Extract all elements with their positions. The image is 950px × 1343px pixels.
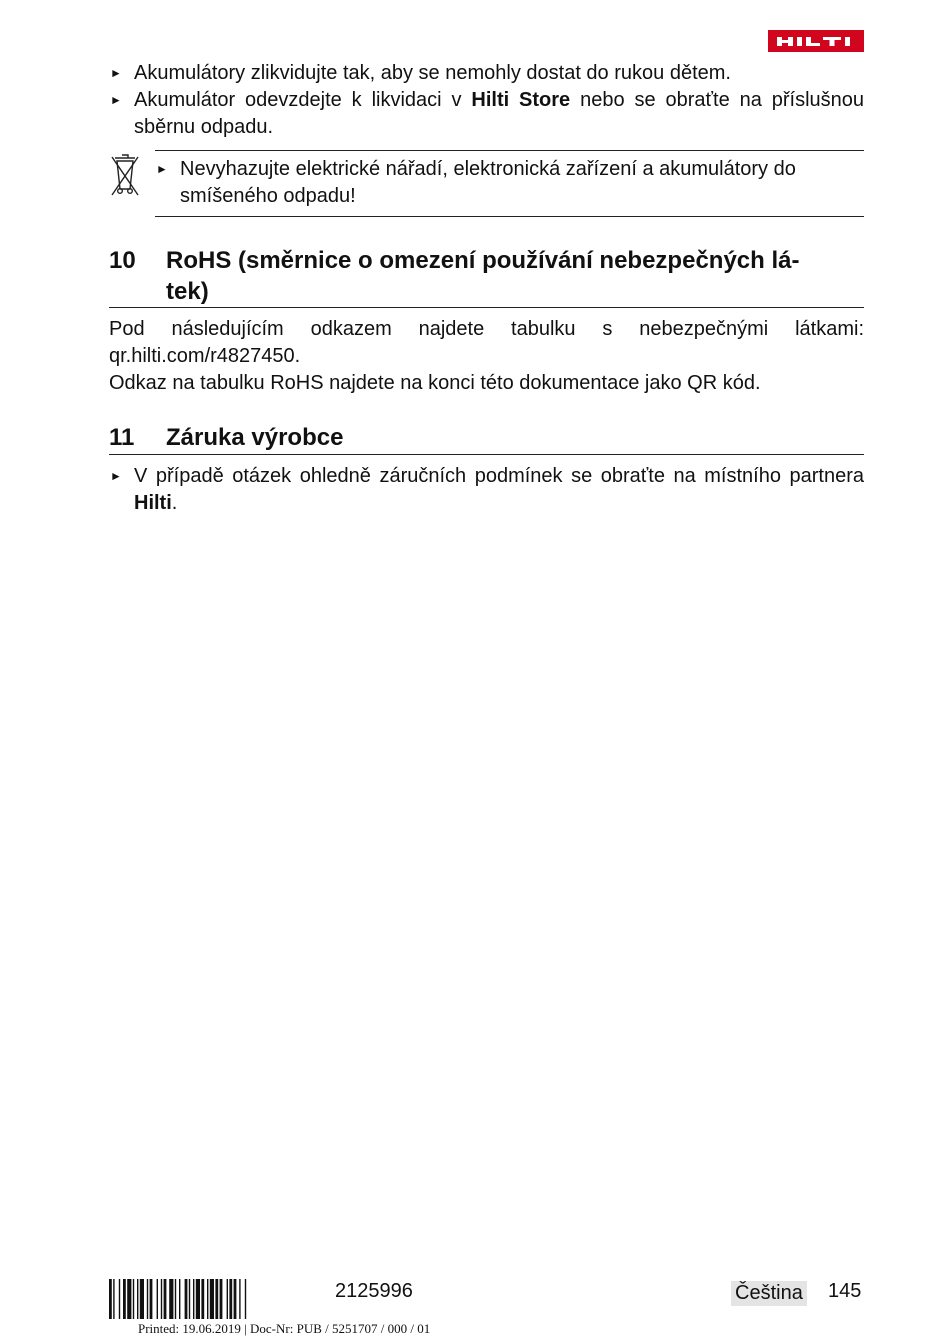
section-rule <box>109 307 864 308</box>
section-number: 10 <box>109 247 136 274</box>
barcode <box>109 1279 314 1319</box>
bullet-arrow-icon: ► <box>156 162 168 176</box>
bullet-arrow-icon: ► <box>110 66 122 80</box>
section-rule <box>109 454 864 455</box>
list-item: Akumulátor odevzdejte k likvidaci v Hilti Store nebo se obraťte na příslušnou sběrnu odpadu. <box>134 89 864 138</box>
warning-top-rule <box>155 150 864 151</box>
bullet-arrow-icon: ► <box>110 469 122 483</box>
bullet-arrow-icon: ► <box>110 93 122 107</box>
print-info: Printed: 19.06.2019 | Doc-Nr: PUB / 5251707 / 000 / 01 <box>138 1321 431 1336</box>
hilti-store-link-text: Hilti Store <box>471 89 571 111</box>
section-title: Záruka výrobce <box>166 424 344 451</box>
list-item: V případě otázek ohledně záručních podmínek se obraťte na místního partnera Hilti. <box>134 465 864 514</box>
warning-text: Nevyhazujte elektrické nářadí, elektronická zařízení a akumulátory do smíšeného odpadu! <box>180 158 796 207</box>
barcode-number: 2125996 <box>335 1280 413 1302</box>
paragraph: Pod následujícím odkazem najdete tabulku s nebezpečnými látkami: qr.hilti.com/r4827450. <box>109 318 864 367</box>
hilti-logo <box>768 30 864 52</box>
list-item: Akumulátory zlikvidujte tak, aby se nemohly dostat do rukou dětem. <box>134 62 731 84</box>
section-number: 11 <box>109 424 135 451</box>
page-number: 145 <box>828 1280 862 1302</box>
warning-bottom-rule <box>155 216 864 217</box>
crossed-out-wheeled-bin-icon <box>109 151 141 197</box>
section-title: RoHS (směrnice o omezení používání nebezpečných lá- tek) <box>166 247 800 305</box>
language-label: Čeština <box>731 1281 807 1306</box>
paragraph: Odkaz na tabulku RoHS najdete na konci této dokumentace jako QR kód. <box>109 372 761 394</box>
